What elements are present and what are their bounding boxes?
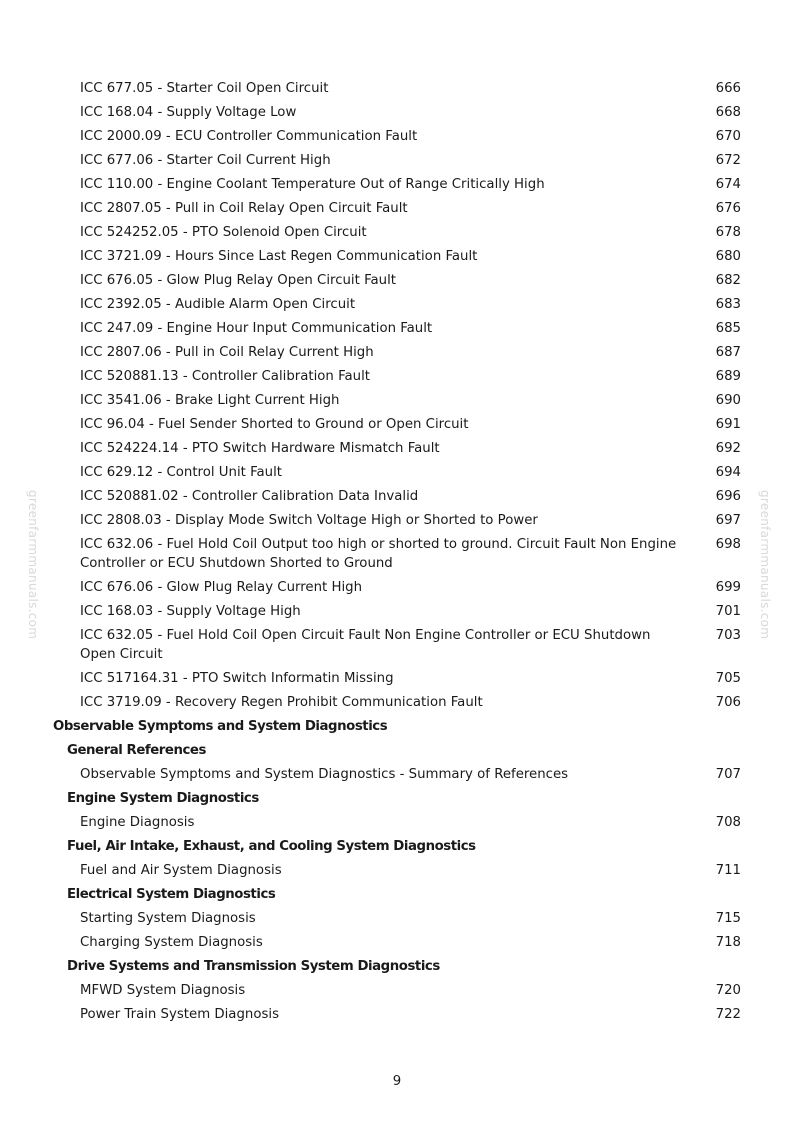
toc-entry-page: 715 [715,910,741,926]
toc-entry[interactable] [0,436,794,460]
toc-entry-page: 718 [715,934,741,950]
toc-entry[interactable] [0,508,794,532]
section-heading[interactable]: Observable Symptoms and System Diagnostics [53,718,388,734]
toc-entry[interactable] [0,148,794,172]
toc-entry-title: Power Train System Diagnosis [80,1006,280,1022]
toc-entry[interactable] [0,575,794,599]
toc-entry-page: 705 [715,670,741,686]
toc-entry-title: ICC 524252.05 - PTO Solenoid Open Circuit [80,224,367,240]
toc-entry-page: 685 [715,320,741,336]
toc-entry[interactable] [0,124,794,148]
toc-entry[interactable] [0,690,794,714]
toc-entry[interactable] [0,364,794,388]
toc-entry-page: 698 [715,536,741,552]
toc-entry[interactable] [0,762,794,786]
toc-entry-title: ICC 520881.02 - Controller Calibration Data Invalid [80,488,419,504]
toc-entry-title: Fuel and Air System Diagnosis [80,862,282,878]
page-number: 9 [392,1074,402,1089]
toc-entry-page: 670 [715,128,741,144]
toc-entry-title: ICC 2000.09 - ECU Controller Communication Fault [80,128,418,144]
toc-entry[interactable] [0,666,794,690]
toc-entry[interactable] [0,100,794,124]
toc-entry-title: ICC 2392.05 - Audible Alarm Open Circuit [80,296,356,312]
toc-entry-page: 678 [715,224,741,240]
toc-entry-title: ICC 2808.03 - Display Mode Switch Voltage High or Shorted to Power [80,512,538,528]
toc-entry[interactable] [0,244,794,268]
toc-entry-title: ICC 96.04 - Fuel Sender Shorted to Ground or Open Circuit [80,416,469,432]
toc-entry[interactable] [0,858,794,882]
toc-entry-page: 707 [715,766,741,782]
toc-entry[interactable] [0,623,794,666]
toc-entry-page: 722 [715,1006,741,1022]
toc-entry[interactable] [0,340,794,364]
toc-entry-page: 666 [715,80,741,96]
toc-entry[interactable] [0,268,794,292]
toc-entry[interactable] [0,460,794,484]
toc-entry-title: ICC 247.09 - Engine Hour Input Communication Fault [80,320,433,336]
toc-entry-title: ICC 517164.31 - PTO Switch Informatin Missing [80,670,394,686]
group-heading[interactable]: Engine System Diagnostics [67,790,259,806]
toc-entry-title: ICC 168.03 - Supply Voltage High [80,603,301,619]
toc-entry-title: ICC 524224.14 - PTO Switch Hardware Mismatch Fault [80,440,440,456]
table-of-contents [0,76,794,1026]
toc-entry[interactable] [0,532,794,575]
toc-entry-page: 703 [715,627,741,643]
toc-entry-page: 674 [715,176,741,192]
toc-entry-title: ICC 3719.09 - Recovery Regen Prohibit Communication Fault [80,694,483,710]
toc-entry-page: 691 [715,416,741,432]
toc-entry-title: ICC 676.05 - Glow Plug Relay Open Circuit Fault [80,272,396,288]
group-heading[interactable]: Electrical System Diagnostics [67,886,276,902]
toc-entry-title: Engine Diagnosis [80,814,195,830]
toc-entry-title: ICC 168.04 - Supply Voltage Low [80,104,297,120]
toc-entry-page: 676 [715,200,741,216]
toc-entry-title: ICC 3721.09 - Hours Since Last Regen Communication Fault [80,248,478,264]
toc-entry-page: 672 [715,152,741,168]
toc-entry-title: ICC 677.06 - Starter Coil Current High [80,152,331,168]
toc-entry-page: 696 [715,488,741,504]
toc-entry-title: ICC 632.05 - Fuel Hold Coil Open Circuit Fault Non Engine Controller or ECU Shutdown Open Circuit [80,627,651,662]
toc-entry-title: ICC 629.12 - Control Unit Fault [80,464,282,480]
toc-entry[interactable] [0,599,794,623]
group-heading[interactable]: Drive Systems and Transmission System Diagnostics [67,958,440,974]
watermark-right: greenfarmmanuals.com [758,490,772,640]
toc-entry-page: 690 [715,392,741,408]
toc-entry-title: ICC 2807.06 - Pull in Coil Relay Current High [80,344,374,360]
toc-entry[interactable] [0,930,794,954]
toc-entry[interactable] [0,906,794,930]
toc-entry-page: 680 [715,248,741,264]
toc-entry[interactable] [0,810,794,834]
toc-entry-title: ICC 2807.05 - Pull in Coil Relay Open Circuit Fault [80,200,408,216]
toc-entry-page: 683 [715,296,741,312]
toc-entry[interactable] [0,412,794,436]
toc-entry-page: 697 [715,512,741,528]
toc-entry-page: 694 [715,464,741,480]
toc-entry-title: ICC 520881.13 - Controller Calibration Fault [80,368,370,384]
toc-entry-page: 687 [715,344,741,360]
toc-entry-page: 701 [715,603,741,619]
toc-entry-title: ICC 110.00 - Engine Coolant Temperature Out of Range Critically High [80,176,545,192]
toc-entry[interactable] [0,484,794,508]
toc-entry[interactable] [0,220,794,244]
toc-entry-page: 699 [715,579,741,595]
toc-entry-title: Charging System Diagnosis [80,934,263,950]
toc-entry-title: ICC 676.06 - Glow Plug Relay Current High [80,579,363,595]
watermark-left: greenfarmmanuals.com [26,490,40,640]
toc-entry-title: ICC 677.05 - Starter Coil Open Circuit [80,80,329,96]
toc-entry-title: MFWD System Diagnosis [80,982,246,998]
toc-entry[interactable] [0,76,794,100]
toc-entry[interactable] [0,196,794,220]
toc-entry-page: 708 [715,814,741,830]
group-heading[interactable]: Fuel, Air Intake, Exhaust, and Cooling System Diagnostics [67,838,476,854]
toc-entry-title: Observable Symptoms and System Diagnostics - Summary of References [80,766,569,782]
group-heading[interactable]: General References [67,742,206,758]
toc-entry[interactable] [0,388,794,412]
toc-entry[interactable] [0,1002,794,1026]
toc-entry-page: 692 [715,440,741,456]
toc-entry[interactable] [0,316,794,340]
toc-entry-title: Starting System Diagnosis [80,910,256,926]
toc-entry-page: 706 [715,694,741,710]
toc-entry-page: 720 [715,982,741,998]
toc-entry-title: ICC 632.06 - Fuel Hold Coil Output too high or shorted to ground. Circuit Fault Non Engine Controller or ECU Shutdown Shorted to Ground [80,536,677,571]
toc-entry[interactable] [0,172,794,196]
toc-entry-page: 689 [715,368,741,384]
toc-entry-title: ICC 3541.06 - Brake Light Current High [80,392,340,408]
toc-entry[interactable] [0,978,794,1002]
toc-entry-page: 711 [715,862,741,878]
toc-entry-page: 682 [715,272,741,288]
toc-entry-page: 668 [715,104,741,120]
toc-entry[interactable] [0,292,794,316]
